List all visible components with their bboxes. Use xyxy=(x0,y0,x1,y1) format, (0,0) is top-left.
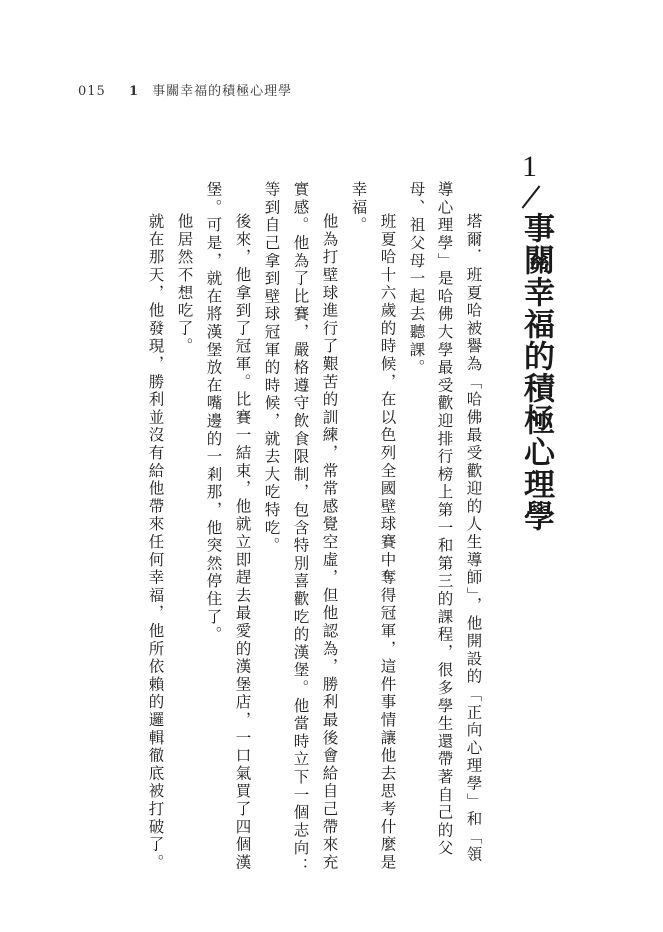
text-column-11: 他居然不想吃了。 xyxy=(175,213,194,356)
chapter-number: 1 xyxy=(522,150,537,183)
text-column-5: 幸福。 xyxy=(349,181,368,235)
page-number: 015 xyxy=(78,84,106,99)
text-column-7: 實感。他為了比賽，嚴格遵守飲食限制，包含特別喜歡吃的漢堡。他當時立下一個志向： xyxy=(291,181,310,876)
text-column-6: 他為打壁球進行了艱苦的訓練，常常感覺空虛，但他認為，勝利最後會給自己帶來充 xyxy=(320,213,339,872)
header-chapter-number: 1 xyxy=(128,84,140,99)
chapter-slash-divider xyxy=(522,185,541,208)
text-column-2: 導心理學」是哈佛大學最受歡迎排行榜上第一和第三的課程，很多學生還帶著自己的父 xyxy=(435,181,454,858)
text-column-9: 後來，他拿到了冠軍。比賽一結束，他就立即趕去最愛的漢堡店，一口氣買了四個漢 xyxy=(233,213,252,872)
text-column-12: 就在那天，他發現，勝利並沒有給他帶來任何幸福，他所依賴的邏輯徹底被打破了。 xyxy=(146,213,165,872)
chapter-title: 事關幸福的積極心理學 xyxy=(518,212,554,532)
running-header xyxy=(78,80,292,99)
text-column-4: 班夏哈十六歲的時候，在以色列全國壁球賽中奪得冠軍，這件事情讓他去思考什麼是 xyxy=(378,213,397,872)
text-column-1: 塔爾．班夏哈被譽為「哈佛最受歡迎的人生導師」，他開設的「正向心理學」和「領 xyxy=(464,213,483,864)
text-column-3: 母、祖父母一起去聽課。 xyxy=(407,181,426,377)
text-column-10: 堡。可是，就在將漢堡放在嘴邊的一剎那，他突然停住了。 xyxy=(204,181,223,644)
text-column-8: 等到自己拿到壁球冠軍的時候，就去大吃特吃。 xyxy=(262,181,281,555)
header-chapter-title: 事關幸福的積極心理學 xyxy=(152,84,293,99)
